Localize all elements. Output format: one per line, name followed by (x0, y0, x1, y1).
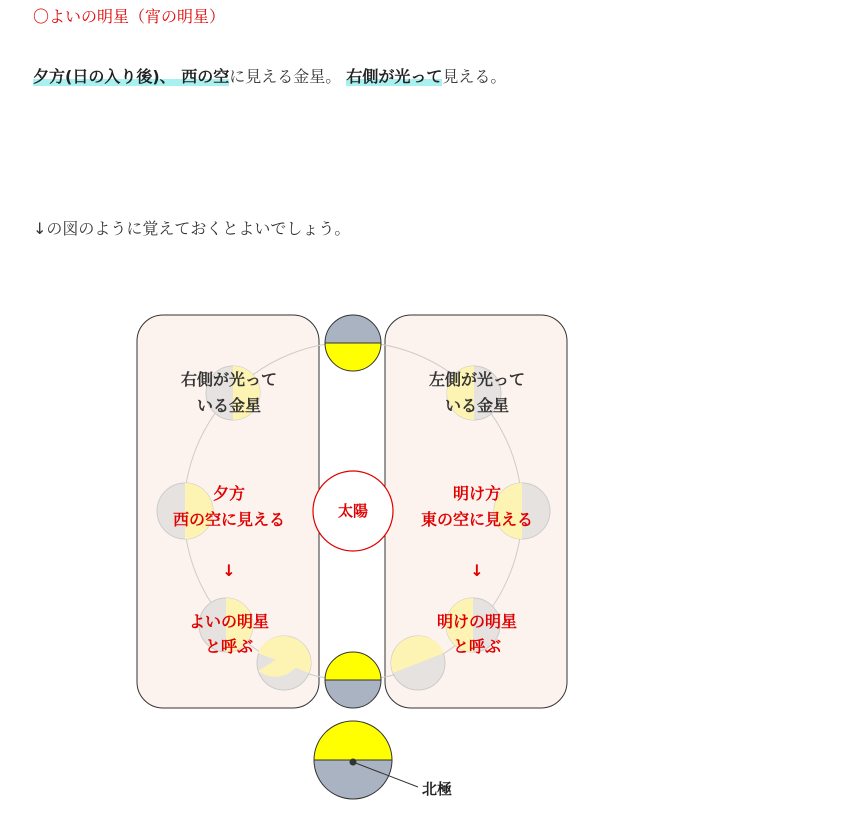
earth-top (325, 315, 381, 371)
venus-right-lowest (391, 636, 445, 690)
right-mid-label-line2: 東の空に見える (420, 510, 534, 529)
intro-text-part: 見える。 (442, 67, 507, 86)
note-text: ↓の図のように覚えておくとよいでしょう。 (33, 219, 351, 238)
earth-north-pole-view (314, 721, 418, 799)
intro-text-part: に見える金星。 (229, 67, 342, 86)
earth-bottom (325, 652, 381, 708)
right-mid-label-line1: 明け方 (452, 484, 502, 503)
left-mid-label-line2: 西の空に見える (172, 510, 286, 529)
right-top-label-line1: 左側が光って (428, 370, 526, 389)
right-bottom-label-line2: と呼ぶ (452, 637, 502, 656)
right-bottom-label-line1: 明けの明星 (436, 612, 518, 631)
left-top-label-line1: 右側が光って (180, 370, 278, 389)
north-pole-label: 北極 (422, 780, 453, 798)
left-bottom-label-line1: よいの明星 (188, 612, 270, 631)
sun-label: 太陽 (337, 502, 369, 520)
left-top-label-line2: いる金星 (196, 396, 262, 415)
section-heading: 〇よいの明星（宵の明星） (33, 7, 226, 26)
right-top-label-line2: いる金星 (444, 396, 510, 415)
left-down-arrow: ↓ (222, 561, 236, 580)
left-bottom-label-line2: と呼ぶ (204, 637, 254, 656)
left-mid-label-line1: 夕方 (212, 484, 246, 503)
intro-highlight-right-lit: 右側が光って (346, 67, 443, 86)
intro-highlight-evening-west: 夕方(日の入り後)、 西の空 (33, 67, 230, 86)
venus-left-lowest (257, 636, 311, 690)
right-down-arrow: ↓ (470, 561, 484, 580)
